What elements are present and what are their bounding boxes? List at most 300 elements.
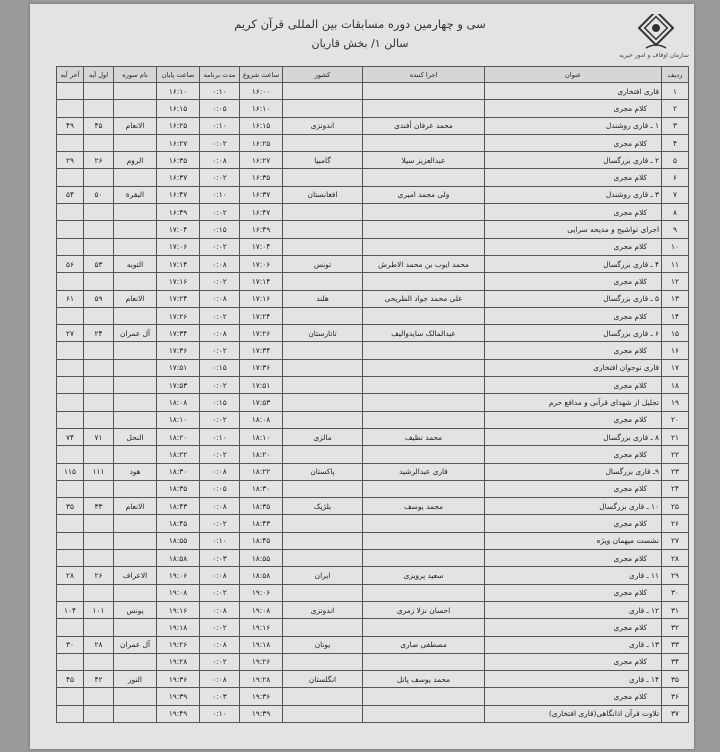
cell-title: اجرای تواشیح و مدیحه سرایی: [485, 221, 662, 238]
table-row: [57, 152, 689, 169]
table-row: [57, 463, 689, 480]
cell-performer: محمد ایوب بن محمد الاطرش: [363, 255, 485, 272]
cell-duration: ۰:۰۲: [200, 134, 240, 151]
cell-performer: عبدالمالک سایدوالیف: [363, 325, 485, 342]
cell-row-number: ۲۱: [662, 428, 689, 445]
cell-end-time: ۱۷:۱۶: [157, 273, 200, 290]
cell-country: [283, 307, 363, 324]
cell-country: اندونزی: [283, 601, 363, 618]
cell-start-time: ۱۶:۴۹: [240, 221, 283, 238]
cell-title: کلام مجری: [485, 411, 662, 428]
cell-performer: [363, 480, 485, 497]
cell-title: ۱۲ ـ قاری: [485, 601, 662, 618]
cell-duration: ۰:۰۲: [200, 307, 240, 324]
cell-end-time: ۱۸:۳۰: [157, 463, 200, 480]
cell-duration: ۰:۱۰: [200, 428, 240, 445]
cell-country: [283, 532, 363, 549]
cell-duration: ۰:۰۲: [200, 238, 240, 255]
cell-row-number: ۲۹: [662, 567, 689, 584]
cell-country: [283, 83, 363, 100]
cell-performer: محمد یوسف: [363, 498, 485, 515]
cell-from-verse: ۲۸: [84, 636, 114, 653]
table-row: [57, 204, 689, 221]
table-row: [57, 671, 689, 688]
cell-to-verse: [57, 446, 84, 463]
cell-duration: ۰:۰۲: [200, 169, 240, 186]
cell-duration: ۰:۰۸: [200, 636, 240, 653]
table-row: [57, 619, 689, 636]
table-row: [57, 532, 689, 549]
cell-surah: [114, 342, 157, 359]
table-row: [57, 307, 689, 324]
cell-duration: ۰:۰۲: [200, 411, 240, 428]
cell-surah: الانعام: [114, 290, 157, 307]
cell-surah: [114, 377, 157, 394]
header: [30, 4, 694, 66]
page-title: سی و چهارمین دوره مسابقات بین المللی قرآن کریم: [234, 17, 486, 31]
table-row: [57, 169, 689, 186]
cell-start-time: ۱۸:۵۸: [240, 567, 283, 584]
cell-surah: الروم: [114, 152, 157, 169]
cell-start-time: ۱۷:۰۶: [240, 255, 283, 272]
cell-performer: احسان نزلا زمری: [363, 601, 485, 618]
cell-surah: البقرة: [114, 186, 157, 203]
cell-duration: ۰:۱۰: [200, 532, 240, 549]
cell-to-verse: [57, 359, 84, 376]
cell-title: کلام مجری: [485, 653, 662, 670]
cell-performer: [363, 307, 485, 324]
cell-end-time: ۱۸:۵۵: [157, 532, 200, 549]
cell-performer: [363, 100, 485, 117]
cell-duration: ۰:۰۸: [200, 498, 240, 515]
cell-end-time: ۱۸:۴۳: [157, 498, 200, 515]
cell-end-time: ۱۶:۲۷: [157, 134, 200, 151]
cell-surah: [114, 394, 157, 411]
table-row: [57, 601, 689, 618]
cell-duration: ۰:۰۲: [200, 653, 240, 670]
cell-country: [283, 273, 363, 290]
cell-title: کلام مجری: [485, 480, 662, 497]
cell-row-number: ۱۷: [662, 359, 689, 376]
cell-duration: ۰:۱۰: [200, 186, 240, 203]
cell-country: [283, 394, 363, 411]
cell-row-number: ۳۷: [662, 705, 689, 722]
cell-start-time: ۱۸:۳۵: [240, 498, 283, 515]
cell-duration: ۰:۰۵: [200, 480, 240, 497]
cell-performer: [363, 238, 485, 255]
cell-surah: [114, 653, 157, 670]
cell-country: [283, 411, 363, 428]
cell-surah: [114, 446, 157, 463]
cell-performer: [363, 446, 485, 463]
cell-to-verse: [57, 394, 84, 411]
cell-duration: ۰:۰۸: [200, 671, 240, 688]
cell-duration: ۰:۰۸: [200, 255, 240, 272]
cell-to-verse: ۶۱: [57, 290, 84, 307]
cell-to-verse: ۲۷: [57, 325, 84, 342]
cell-end-time: ۱۷:۳۴: [157, 325, 200, 342]
cell-country: [283, 705, 363, 722]
cell-from-verse: ۵۹: [84, 290, 114, 307]
cell-end-time: ۱۷:۲۴: [157, 290, 200, 307]
cell-start-time: ۱۶:۴۷: [240, 204, 283, 221]
logo-text: سازمان اوقاف و امور خیریه: [619, 52, 689, 59]
table-row: [57, 446, 689, 463]
cell-end-time: ۱۷:۵۳: [157, 377, 200, 394]
cell-duration: ۰:۱۰: [200, 83, 240, 100]
cell-from-verse: [84, 584, 114, 601]
cell-start-time: ۱۸:۴۵: [240, 532, 283, 549]
cell-from-verse: [84, 307, 114, 324]
cell-surah: آل عمران: [114, 325, 157, 342]
cell-performer: محمد نظیف: [363, 428, 485, 445]
cell-from-verse: [84, 221, 114, 238]
cell-country: [283, 204, 363, 221]
cell-row-number: ۲۰: [662, 411, 689, 428]
cell-duration: ۰:۰۸: [200, 290, 240, 307]
cell-end-time: ۱۹:۲۸: [157, 653, 200, 670]
table-row: [57, 705, 689, 722]
cell-to-verse: ۷۴: [57, 428, 84, 445]
cell-duration: ۰:۰۲: [200, 377, 240, 394]
cell-from-verse: [84, 134, 114, 151]
cell-title: کلام مجری: [485, 100, 662, 117]
cell-row-number: ۴: [662, 134, 689, 151]
cell-performer: ولی محمد امیری: [363, 186, 485, 203]
cell-row-number: ۱۳: [662, 290, 689, 307]
cell-start-time: ۱۹:۲۶: [240, 653, 283, 670]
cell-row-number: ۳۳: [662, 636, 689, 653]
cell-from-verse: ۱۰۱: [84, 601, 114, 618]
cell-start-time: ۱۷:۱۴: [240, 273, 283, 290]
cell-country: یونان: [283, 636, 363, 653]
cell-to-verse: [57, 532, 84, 549]
cell-duration: ۰:۱۰: [200, 117, 240, 134]
cell-from-verse: ۵۰: [84, 186, 114, 203]
cell-start-time: ۱۶:۰۰: [240, 83, 283, 100]
cell-end-time: ۱۹:۱۶: [157, 601, 200, 618]
cell-to-verse: [57, 134, 84, 151]
cell-start-time: ۱۹:۳۹: [240, 705, 283, 722]
cell-to-verse: [57, 273, 84, 290]
cell-start-time: ۱۹:۰۸: [240, 601, 283, 618]
cell-from-verse: [84, 238, 114, 255]
cell-country: تاتارستان: [283, 325, 363, 342]
cell-to-verse: [57, 619, 84, 636]
cell-start-time: ۱۷:۵۳: [240, 394, 283, 411]
cell-country: [283, 480, 363, 497]
cell-start-time: ۱۶:۲۵: [240, 134, 283, 151]
cell-to-verse: [57, 342, 84, 359]
table-header-row: [57, 67, 689, 83]
cell-to-verse: ۴۹: [57, 117, 84, 134]
cell-performer: [363, 688, 485, 705]
cell-performer: مصطفی صاری: [363, 636, 485, 653]
cell-start-time: ۱۷:۵۱: [240, 377, 283, 394]
cell-performer: محمد یوسف پاتل: [363, 671, 485, 688]
cell-start-time: ۱۸:۳۰: [240, 480, 283, 497]
cell-from-verse: ۲۴: [84, 325, 114, 342]
cell-surah: [114, 100, 157, 117]
cell-duration: ۰:۰۸: [200, 152, 240, 169]
cell-performer: [363, 342, 485, 359]
col-end-time: ساعت پایان: [157, 67, 200, 83]
cell-performer: [363, 584, 485, 601]
cell-start-time: ۱۹:۰۶: [240, 584, 283, 601]
cell-start-time: ۱۸:۲۰: [240, 446, 283, 463]
cell-title: ۸ ـ قاری بزرگسال: [485, 428, 662, 445]
cell-performer: [363, 377, 485, 394]
cell-country: هلند: [283, 290, 363, 307]
cell-from-verse: ۱۱۱: [84, 463, 114, 480]
cell-start-time: ۱۸:۵۵: [240, 550, 283, 567]
cell-to-verse: [57, 480, 84, 497]
cell-end-time: ۱۶:۱۰: [157, 83, 200, 100]
cell-surah: [114, 411, 157, 428]
cell-title: کلام مجری: [485, 688, 662, 705]
col-from-verse: اول آیه: [84, 67, 114, 83]
cell-duration: ۰:۰۲: [200, 619, 240, 636]
cell-from-verse: [84, 342, 114, 359]
table-row: [57, 134, 689, 151]
cell-row-number: ۳۰: [662, 584, 689, 601]
cell-surah: هود: [114, 463, 157, 480]
cell-performer: [363, 705, 485, 722]
cell-row-number: ۲۲: [662, 446, 689, 463]
cell-row-number: ۳: [662, 117, 689, 134]
cell-country: مالزی: [283, 428, 363, 445]
cell-from-verse: [84, 532, 114, 549]
cell-end-time: ۱۷:۰۶: [157, 238, 200, 255]
cell-row-number: ۲۴: [662, 480, 689, 497]
cell-surah: النحل: [114, 428, 157, 445]
cell-to-verse: [57, 653, 84, 670]
cell-country: تونس: [283, 255, 363, 272]
cell-from-verse: [84, 550, 114, 567]
cell-title: ۱۰ ـ قاری بزرگسال: [485, 498, 662, 515]
cell-performer: [363, 550, 485, 567]
cell-row-number: ۱: [662, 83, 689, 100]
cell-row-number: ۱۴: [662, 307, 689, 324]
table-row: [57, 221, 689, 238]
cell-surah: [114, 169, 157, 186]
cell-surah: الانعام: [114, 498, 157, 515]
cell-end-time: ۱۶:۳۷: [157, 169, 200, 186]
cell-duration: ۰:۱۰: [200, 705, 240, 722]
cell-surah: [114, 273, 157, 290]
table-row: [57, 498, 689, 515]
cell-title: تجلیل از شهدای قرآنی و مدافع حرم: [485, 394, 662, 411]
cell-performer: سعید پرویزی: [363, 567, 485, 584]
cell-duration: ۰:۰۲: [200, 273, 240, 290]
cell-end-time: ۱۸:۳۵: [157, 480, 200, 497]
cell-from-verse: ۴۵: [84, 117, 114, 134]
cell-surah: [114, 550, 157, 567]
table-row: [57, 83, 689, 100]
cell-to-verse: ۵۶: [57, 255, 84, 272]
cell-from-verse: [84, 515, 114, 532]
table-row: [57, 342, 689, 359]
cell-row-number: ۳۶: [662, 688, 689, 705]
cell-title: کلام مجری: [485, 238, 662, 255]
cell-performer: [363, 169, 485, 186]
cell-performer: [363, 221, 485, 238]
cell-to-verse: [57, 204, 84, 221]
cell-title: کلام مجری: [485, 134, 662, 151]
cell-end-time: ۱۹:۴۹: [157, 705, 200, 722]
cell-from-verse: [84, 653, 114, 670]
cell-row-number: ۳۵: [662, 671, 689, 688]
cell-title: کلام مجری: [485, 584, 662, 601]
cell-from-verse: ۷۱: [84, 428, 114, 445]
cell-end-time: ۱۶:۱۵: [157, 100, 200, 117]
cell-country: [283, 515, 363, 532]
cell-end-time: ۱۹:۲۶: [157, 636, 200, 653]
cell-to-verse: [57, 307, 84, 324]
cell-duration: ۰:۰۲: [200, 446, 240, 463]
cell-start-time: ۱۷:۳۴: [240, 342, 283, 359]
cell-row-number: ۲۸: [662, 550, 689, 567]
cell-country: گامبیا: [283, 152, 363, 169]
table-row: [57, 411, 689, 428]
cell-row-number: ۵: [662, 152, 689, 169]
cell-row-number: ۳۲: [662, 619, 689, 636]
cell-country: [283, 550, 363, 567]
cell-row-number: ۲۳: [662, 463, 689, 480]
cell-performer: [363, 134, 485, 151]
cell-title: کلام مجری: [485, 307, 662, 324]
cell-from-verse: [84, 446, 114, 463]
cell-end-time: ۱۷:۱۴: [157, 255, 200, 272]
cell-title: کلام مجری: [485, 619, 662, 636]
col-surah: نام سوره: [114, 67, 157, 83]
table-row: [57, 186, 689, 203]
cell-country: [283, 619, 363, 636]
cell-start-time: ۱۷:۲۴: [240, 307, 283, 324]
cell-country: اندونزی: [283, 117, 363, 134]
cell-performer: [363, 204, 485, 221]
cell-row-number: ۸: [662, 204, 689, 221]
cell-row-number: ۲۵: [662, 498, 689, 515]
col-country: کشور: [283, 67, 363, 83]
cell-country: [283, 653, 363, 670]
cell-row-number: ۲: [662, 100, 689, 117]
cell-start-time: ۱۹:۳۶: [240, 688, 283, 705]
cell-title: ۱۱ ـ قاری: [485, 567, 662, 584]
cell-country: انگلستان: [283, 671, 363, 688]
cell-to-verse: [57, 550, 84, 567]
cell-end-time: ۱۸:۲۰: [157, 428, 200, 445]
table-row: [57, 550, 689, 567]
table-row: [57, 653, 689, 670]
cell-from-verse: [84, 359, 114, 376]
cell-surah: [114, 204, 157, 221]
table-row: [57, 325, 689, 342]
cell-to-verse: ۴۵: [57, 671, 84, 688]
cell-country: افغانستان: [283, 186, 363, 203]
cell-from-verse: ۵۳: [84, 255, 114, 272]
cell-surah: النور: [114, 671, 157, 688]
cell-country: [283, 359, 363, 376]
cell-start-time: ۱۹:۱۶: [240, 619, 283, 636]
table-row: [57, 394, 689, 411]
cell-country: پاکستان: [283, 463, 363, 480]
cell-start-time: ۱۷:۰۴: [240, 238, 283, 255]
cell-performer: علی محمد جواد الطریحی: [363, 290, 485, 307]
cell-to-verse: [57, 377, 84, 394]
cell-end-time: ۱۷:۵۱: [157, 359, 200, 376]
cell-duration: ۰:۰۵: [200, 100, 240, 117]
table-row: [57, 480, 689, 497]
cell-duration: ۰:۰۸: [200, 601, 240, 618]
cell-title: ۲ ـ قاری بزرگسال: [485, 152, 662, 169]
cell-from-verse: [84, 100, 114, 117]
cell-from-verse: [84, 705, 114, 722]
cell-row-number: ۱۶: [662, 342, 689, 359]
cell-to-verse: ۲۸: [57, 567, 84, 584]
cell-end-time: ۱۷:۰۴: [157, 221, 200, 238]
cell-to-verse: ۳۵: [57, 498, 84, 515]
cell-row-number: ۱۸: [662, 377, 689, 394]
cell-title: ۱۳ ـ قاری: [485, 636, 662, 653]
table-row: [57, 117, 689, 134]
cell-end-time: ۱۷:۲۶: [157, 307, 200, 324]
cell-end-time: ۱۹:۰۸: [157, 584, 200, 601]
schedule-sheet: [30, 4, 694, 749]
cell-to-verse: ۲۹: [57, 152, 84, 169]
cell-start-time: ۱۸:۰۸: [240, 411, 283, 428]
cell-end-time: ۱۸:۰۸: [157, 394, 200, 411]
table-row: [57, 238, 689, 255]
cell-duration: ۰:۰۲: [200, 204, 240, 221]
table-row: [57, 584, 689, 601]
cell-from-verse: ۴۲: [84, 671, 114, 688]
cell-row-number: ۲۶: [662, 515, 689, 532]
cell-end-time: ۱۸:۱۰: [157, 411, 200, 428]
cell-start-time: ۱۹:۱۸: [240, 636, 283, 653]
cell-end-time: ۱۹:۱۸: [157, 619, 200, 636]
cell-from-verse: [84, 480, 114, 497]
cell-from-verse: [84, 204, 114, 221]
cell-duration: ۰:۰۸: [200, 325, 240, 342]
cell-title: ۱۴ ـ قاری: [485, 671, 662, 688]
cell-duration: ۰:۰۲: [200, 584, 240, 601]
cell-performer: [363, 83, 485, 100]
cell-title: ۴ ـ قاری بزرگسال: [485, 255, 662, 272]
cell-from-verse: ۲۶: [84, 152, 114, 169]
cell-from-verse: [84, 619, 114, 636]
cell-row-number: ۷: [662, 186, 689, 203]
table-row: [57, 273, 689, 290]
cell-surah: یونس: [114, 601, 157, 618]
cell-row-number: ۳۱: [662, 601, 689, 618]
table-row: [57, 377, 689, 394]
cell-start-time: ۱۶:۱۰: [240, 100, 283, 117]
cell-surah: [114, 532, 157, 549]
cell-performer: عبدالعزیز سیلا: [363, 152, 485, 169]
cell-from-verse: [84, 394, 114, 411]
table-row: [57, 428, 689, 445]
cell-row-number: ۱۱: [662, 255, 689, 272]
table-row: [57, 290, 689, 307]
table-row: [57, 255, 689, 272]
cell-to-verse: [57, 100, 84, 117]
cell-title: ۵ ـ قاری بزرگسال: [485, 290, 662, 307]
cell-title: ۶ ـ قاری بزرگسال: [485, 325, 662, 342]
cell-end-time: ۱۸:۴۵: [157, 515, 200, 532]
col-to-verse: آخر آیه: [57, 67, 84, 83]
col-start-time: ساعت شروع: [240, 67, 283, 83]
